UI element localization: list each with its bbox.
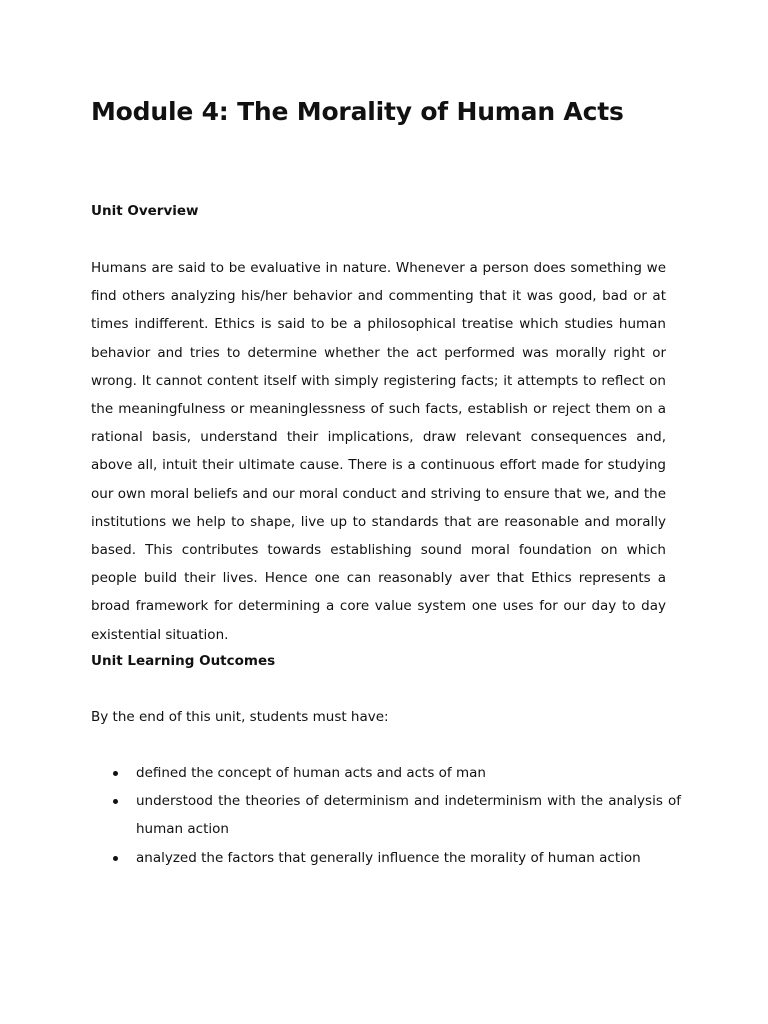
learning-outcome-item — [91, 844, 681, 872]
module-title: Module 4: The Morality of Human Acts — [91, 97, 624, 126]
learning-outcome-text: analyzed the factors that generally influence the morality of human action — [136, 849, 641, 866]
learning-outcome-item — [91, 759, 681, 787]
learning-outcome-text: defined the concept of human acts and acts of man — [136, 765, 486, 781]
bullet-icon — [113, 799, 118, 804]
outcomes-intro: By the end of this unit, students must have: — [91, 709, 389, 725]
learning-outcome-item — [91, 787, 681, 843]
bullet-icon — [113, 856, 118, 861]
unit-overview-paragraph: Humans are said to be evaluative in nature. Whenever a person does something we find others analyzing his/her behavior and commenting that it was good, bad or at times indifferent. Ethics is said to be a philosophical treatise which studies human behavior and tries to determine whether the act performed was morally right or wrong. It cannot content itself with simply registering facts; it attempts to reflect on the meaningfulness or meaninglessness of such facts, establish or reject them on a rational basis, understand their implications, draw relevant consequences and, above all, intuit their ultimate cause. There is a continuous effort made for studying our own moral beliefs and our moral conduct and striving to ensure that we, and the institutions we help to shape, live up to standards that are reasonable and morally based. This contributes towards establishing sound moral foundation on which people build their lives. Hence one can reasonably aver that Ethics represents a broad framework for determining a core value system one uses for our day to day existential situation. — [91, 260, 666, 643]
unit-overview-heading: Unit Overview — [91, 203, 199, 219]
learning-outcomes-list — [91, 759, 681, 872]
learning-outcome-text: understood the theories of determinism and indeterminism with the analysis of human action — [136, 793, 681, 838]
unit-learning-outcomes-heading: Unit Learning Outcomes — [91, 653, 276, 669]
bullet-icon — [113, 771, 118, 776]
